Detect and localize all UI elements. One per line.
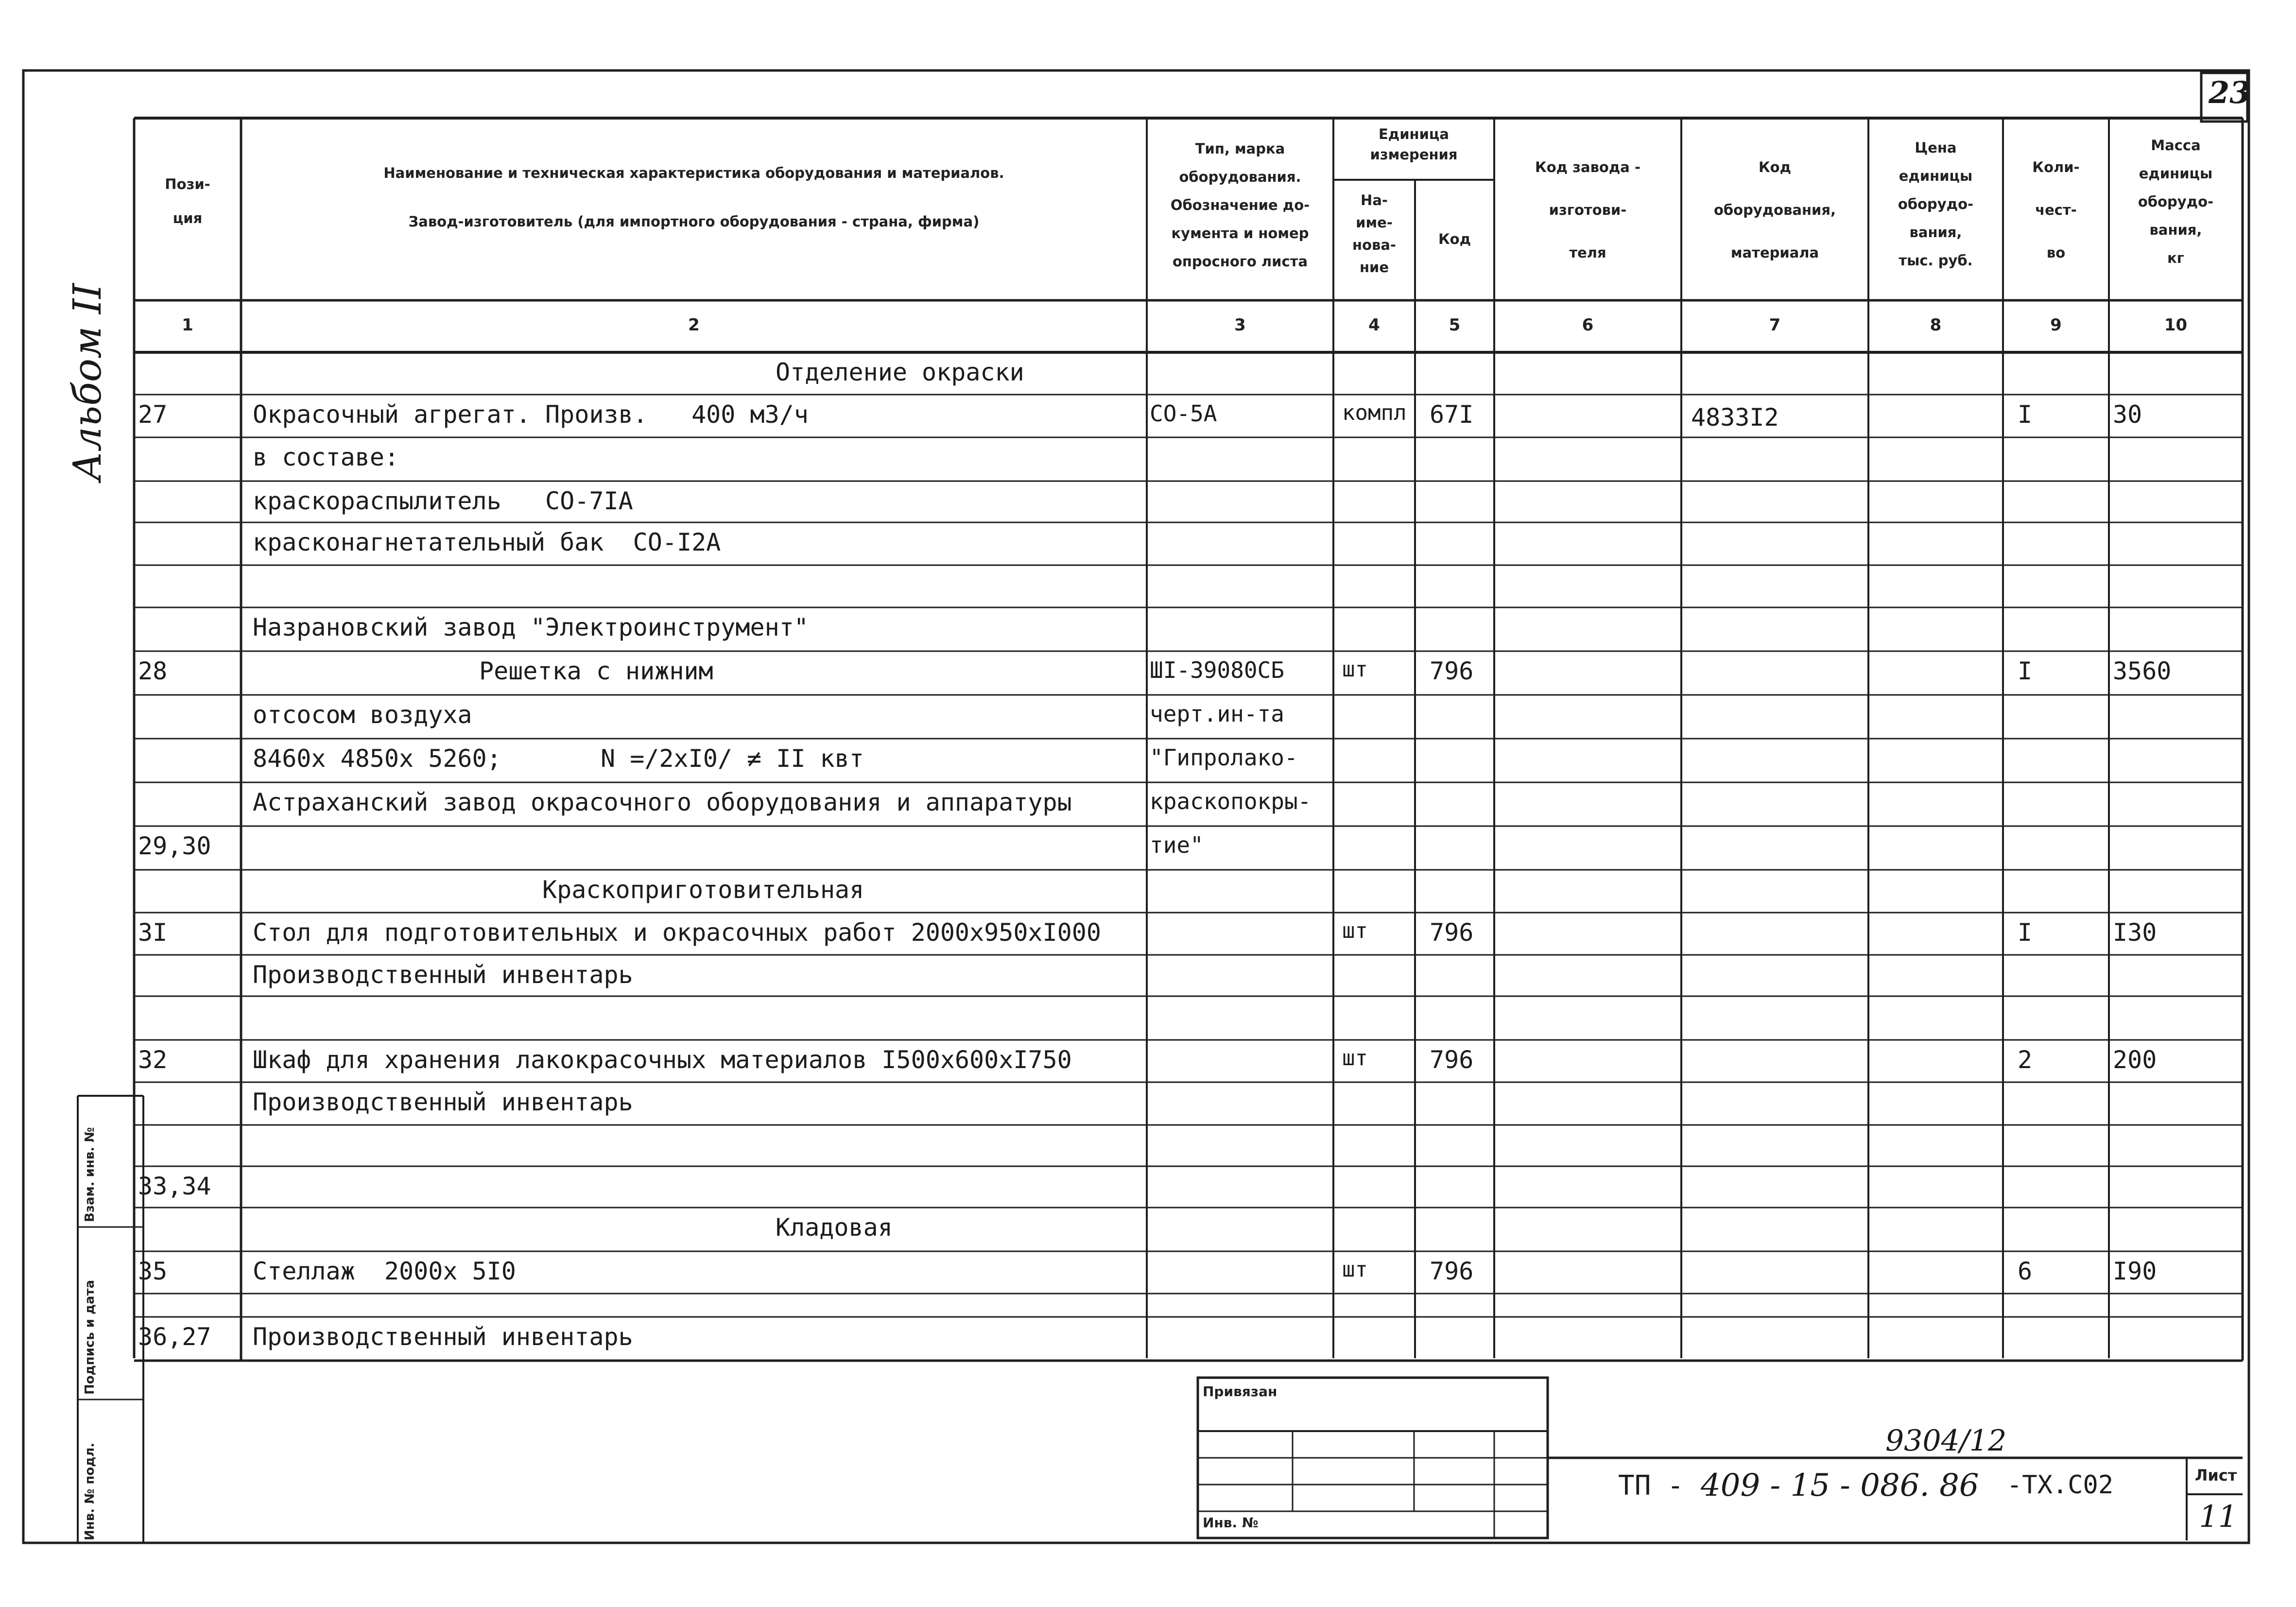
- row-name: Производственный инвентарь: [253, 1088, 633, 1116]
- header-price: вания,: [1909, 224, 1962, 241]
- header-mass: единицы: [2139, 165, 2213, 182]
- row-unit-code: 796: [1430, 1046, 1474, 1074]
- side-stamp-label: Подпись и дата: [83, 1279, 97, 1395]
- column-number: 3: [1234, 315, 1246, 335]
- row-name: в составе:: [253, 443, 399, 471]
- section-title: Отделение окраски: [776, 358, 1024, 386]
- row-position: 32: [138, 1046, 168, 1074]
- side-stamp-label: Взам. инв. №: [83, 1127, 97, 1222]
- column-number: 4: [1368, 315, 1380, 335]
- header-equipment-code: Код: [1758, 159, 1792, 175]
- row-unit: шт: [1342, 657, 1368, 682]
- header-equipment-code: материала: [1730, 244, 1819, 261]
- header-manufacturer-code: изготови-: [1549, 202, 1627, 218]
- row-unit: шт: [1342, 1046, 1368, 1071]
- row-type: черт.ин-та: [1150, 701, 1284, 727]
- row-name: Стеллаж 2000х 5I0: [253, 1257, 516, 1285]
- row-name: Стол для подготовительных и окрасочных работ 2000х950хI000: [253, 918, 1101, 947]
- row-mass: 30: [2113, 400, 2142, 429]
- row-unit-code: 796: [1430, 1257, 1474, 1285]
- doc-code-suffix: -ТХ.С02: [2007, 1470, 2114, 1500]
- row-position: 33,34: [138, 1172, 211, 1200]
- header-type: кумента и номер: [1171, 225, 1309, 242]
- row-unit: шт: [1342, 918, 1368, 943]
- row-mass: I90: [2113, 1257, 2157, 1285]
- header-name: Завод-изготовитель (для импортного оборудования - страна, фирма): [408, 213, 980, 230]
- row-name: Решетка с нижним: [479, 657, 713, 685]
- row-mass: 3560: [2113, 657, 2172, 685]
- header-unit-name: ние: [1359, 259, 1389, 276]
- row-type: ШI-39080СБ: [1150, 657, 1284, 683]
- row-position: 35: [138, 1257, 168, 1285]
- header-manufacturer-code: теля: [1569, 244, 1606, 261]
- header-unit-name: На-: [1361, 192, 1388, 208]
- header-name: Наименование и техническая характеристика оборудования и материалов.: [383, 165, 1004, 181]
- row-name: красконагнетательный бак СО-I2A: [253, 528, 721, 556]
- header-unit-group: Единица: [1379, 126, 1449, 142]
- row-mass: 200: [2113, 1046, 2157, 1074]
- row-unit-code: 67I: [1430, 400, 1474, 429]
- stamp-privyazan: Привязан: [1203, 1383, 1277, 1400]
- header-quantity: во: [2046, 244, 2066, 261]
- column-number: 1: [182, 315, 193, 335]
- row-quantity: I: [2018, 400, 2033, 429]
- row-unit: компл: [1342, 400, 1407, 425]
- row-unit-code: 796: [1430, 918, 1474, 947]
- header-type: Тип, марка: [1195, 140, 1285, 157]
- row-name: Назрановский завод "Электроинструмент": [253, 613, 809, 641]
- column-number: 5: [1449, 315, 1461, 335]
- row-quantity: 2: [2018, 1046, 2033, 1074]
- header-unit-name: нова-: [1352, 237, 1396, 253]
- header-mass: Масса: [2151, 137, 2201, 154]
- row-name: Астраханский завод окрасочного оборудования и аппаратуры: [253, 788, 1072, 816]
- column-number: 8: [1930, 315, 1942, 335]
- header-unit-code: Код: [1438, 231, 1471, 247]
- header-price: Цена: [1915, 139, 1957, 156]
- side-stamp-label: Инв. № подл.: [83, 1442, 97, 1540]
- header-price: тыс. руб.: [1899, 252, 1973, 269]
- row-name: Окрасочный агрегат. Произв. 400 м3/ч: [253, 400, 809, 429]
- row-name: отсосом воздуха: [253, 701, 472, 729]
- row-unit-code: 796: [1430, 657, 1474, 685]
- header-unit-name: име-: [1356, 214, 1393, 231]
- row-quantity: I: [2018, 657, 2033, 685]
- header-type: оборудования.: [1179, 169, 1301, 185]
- header-price: оборудо-: [1898, 196, 1974, 212]
- row-name: 8460х 4850х 5260;: [253, 744, 501, 773]
- header-mass: кг: [2167, 250, 2184, 266]
- row-name: Производственный инвентарь: [253, 1323, 633, 1351]
- header-mass: оборудо-: [2138, 193, 2214, 210]
- sheet-value: 11: [2199, 1499, 2238, 1534]
- column-number: 2: [688, 315, 700, 335]
- doc-number: 9304/12: [1885, 1424, 2007, 1458]
- row-quantity: 6: [2018, 1257, 2033, 1285]
- row-position: 29,30: [138, 832, 211, 860]
- doc-code-prefix: ТП -: [1618, 1470, 1684, 1502]
- row-position: 28: [138, 657, 168, 685]
- row-type: "Гипролако-: [1150, 744, 1298, 771]
- row-position: 36,27: [138, 1323, 211, 1351]
- header-mass: вания,: [2149, 222, 2202, 238]
- row-name: Производственный инвентарь: [253, 961, 633, 989]
- row-quantity: I: [2018, 918, 2033, 947]
- header-manufacturer-code: Код завода -: [1535, 159, 1640, 175]
- row-name: Шкаф для хранения лакокрасочных материалов I500х600хI750: [253, 1046, 1072, 1074]
- row-type: краскопокры-: [1150, 788, 1312, 814]
- stamp-inv-no: Инв. №: [1203, 1515, 1259, 1531]
- sheet-label: Лист: [2194, 1466, 2237, 1485]
- section-title: Кладовая: [776, 1213, 893, 1242]
- doc-code-handwritten: 409 - 15 - 086. 86: [1701, 1468, 1979, 1503]
- column-number: 6: [1582, 315, 1594, 335]
- sheet-number: 23: [2209, 75, 2251, 110]
- row-name: краскораспылитель СО-7IA: [253, 487, 633, 515]
- column-number: 7: [1769, 315, 1781, 335]
- header-type: опросного листа: [1172, 253, 1308, 270]
- row-position: 3I: [138, 918, 168, 947]
- row-mass: I30: [2113, 918, 2157, 947]
- row-name-extra: N =/2хI0/ ≠ II квт: [601, 744, 864, 773]
- header-price: единицы: [1899, 168, 1973, 184]
- header-quantity: чест-: [2035, 202, 2077, 218]
- header-position: ция: [173, 210, 203, 226]
- section-title: Краскоприготовительная: [542, 876, 864, 904]
- header-type: Обозначение до-: [1170, 197, 1310, 213]
- row-position: 27: [138, 400, 168, 429]
- header-quantity: Коли-: [2032, 159, 2080, 175]
- row-type: СО-5А: [1150, 400, 1217, 427]
- column-number: 10: [2164, 315, 2188, 335]
- row-unit: шт: [1342, 1257, 1368, 1282]
- column-number: 9: [2050, 315, 2062, 335]
- row-type: тие": [1150, 832, 1204, 858]
- header-position: Пози-: [165, 176, 210, 192]
- album-label: Альбом II: [65, 283, 110, 481]
- row-equipment-code: 4833I2: [1691, 403, 1779, 432]
- header-equipment-code: оборудования,: [1713, 202, 1836, 218]
- header-unit-group: измерения: [1370, 146, 1458, 163]
